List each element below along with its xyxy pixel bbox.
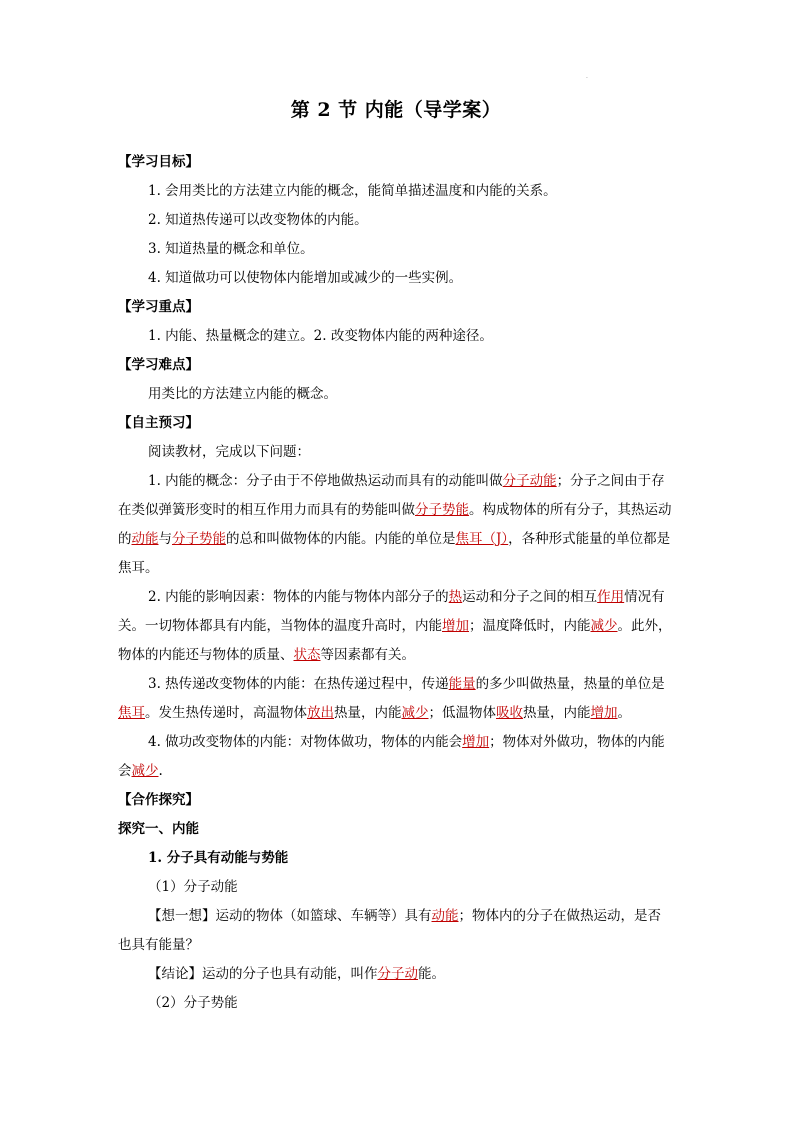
section-heading-key-points: 【学习重点】	[118, 299, 199, 315]
answer-blank: 作用	[597, 589, 625, 605]
corner-mark: ·	[586, 75, 588, 82]
text-run: 3. 热传递改变物体的内能：在热传递过程中，传递	[148, 676, 449, 692]
answer-blank: 分子动能	[502, 473, 557, 489]
answer-blank: 增加	[462, 734, 490, 750]
sub-heading-potential: （2）分子势能	[148, 995, 238, 1011]
text-run: ；分子之间由于存在类似弹簧形变时的相互作用力而具有的势能叫做	[118, 473, 665, 518]
answer-blank: 分子动	[377, 966, 418, 982]
difficulty-text: 用类比的方法建立内能的概念。	[148, 386, 337, 402]
text-run: ；物体内的分子在做热运动，是否也具有能量？	[118, 908, 661, 953]
key-point-a: 1. 内能、热量概念的建立。	[148, 328, 314, 344]
text-run: 1. 内能的概念：分子由于不停地做热运动而具有的动能叫做	[148, 473, 503, 489]
text-run: 。此外，物体的内能还与物体的质量、	[118, 618, 672, 663]
answer-blank: 焦耳（J）	[455, 531, 509, 547]
answer-blank: 减少	[590, 618, 618, 634]
text-run: 情况有关。一切物体都具有内能，当物体的温度升高时，内能	[118, 589, 665, 634]
text-run: ；温度降低时，内能	[469, 618, 591, 634]
answer-blank: 放出	[307, 705, 334, 721]
think-paragraph	[118, 902, 674, 960]
section-heading-goals: 【学习目标】	[118, 154, 199, 170]
answer-blank: 减少	[131, 763, 159, 779]
answer-blank: 焦耳	[118, 705, 145, 721]
text-run: 等因素都有关。	[320, 647, 415, 663]
answer-blank: 增加	[442, 618, 469, 634]
sub-heading-kinetic: （1）分子动能	[148, 879, 238, 895]
goal-item: 1. 会用类比的方法建立内能的概念，能简单描述温度和内能的关系。	[148, 183, 557, 199]
preview-intro: 阅读教材，完成以下问题：	[148, 444, 310, 460]
answer-blank: 吸收	[496, 705, 523, 721]
text-run: 热量，内能	[523, 705, 591, 721]
preview-paragraph-3	[118, 670, 674, 728]
answer-blank: 增加	[590, 705, 618, 721]
answer-blank: 动能	[431, 908, 459, 924]
preview-paragraph-4	[118, 728, 674, 786]
section-heading-explore: 【合作探究】	[118, 792, 199, 808]
answer-blank: 状态	[293, 647, 321, 663]
answer-blank: 动能	[131, 531, 159, 547]
text-run: .	[158, 763, 163, 779]
text-run: 热量，内能	[334, 705, 402, 721]
text-run: 。构成物体的所有分子，其热运动的	[118, 502, 672, 547]
answer-blank: 分子势能	[172, 531, 226, 547]
text-run: ，各种形式能量的单位都是焦耳。	[118, 531, 671, 576]
text-run: 。	[617, 705, 631, 721]
conclusion-label: 【结论】	[148, 966, 202, 982]
key-point-b: 2. 改变物体内能的两种途径。	[313, 328, 493, 344]
answer-blank: 热	[448, 589, 463, 605]
answer-blank: 分子势能	[415, 502, 469, 518]
text-run: 运动的分子也具有动能，叫作	[202, 966, 378, 982]
text-run: 运动的物体（如篮球、车辆等）具有	[215, 908, 432, 924]
think-label: 【想一想】	[148, 908, 216, 924]
explore-item-heading: 1. 分子具有动能与势能	[148, 850, 289, 866]
section-heading-preview: 【自主预习】	[118, 415, 199, 431]
goal-item: 3. 知道热量的概念和单位。	[148, 241, 314, 257]
text-run: 4. 做功改变物体的内能：对物体做功，物体的内能会	[148, 734, 463, 750]
text-run: 2. 内能的影响因素：物体的内能与物体内部分子的	[148, 589, 449, 605]
key-points	[118, 322, 674, 351]
page-title: 第 2 节 内能（导学案）	[290, 99, 502, 121]
text-run: 的总和叫做物体的内能。内能的单位是	[226, 531, 456, 547]
text-run: 。发生热传递时，高温物体	[145, 705, 307, 721]
answer-blank: 减少	[401, 705, 429, 721]
explore-heading: 探究一、内能	[118, 821, 199, 837]
goal-item: 4. 知道做功可以使物体内能增加或减少的一些实例。	[148, 270, 463, 286]
text-run: ；物体对外做功，物体的内能会	[118, 734, 665, 779]
goal-item: 2. 知道热传递可以改变物体的内能。	[148, 212, 368, 228]
text-run: 运动和分子之间的相互	[462, 589, 598, 605]
text-run: 能。	[418, 966, 445, 982]
text-run: 与	[158, 531, 172, 547]
conclusion-paragraph	[118, 960, 674, 989]
text-run: 的多少叫做热量，热量的单位是	[475, 676, 665, 692]
text-run: ；低温物体	[428, 705, 496, 721]
preview-paragraph-1	[118, 467, 674, 583]
document-page	[118, 95, 674, 1018]
preview-paragraph-2	[118, 583, 674, 670]
answer-blank: 能量	[448, 676, 476, 692]
section-heading-difficulty: 【学习难点】	[118, 357, 199, 373]
